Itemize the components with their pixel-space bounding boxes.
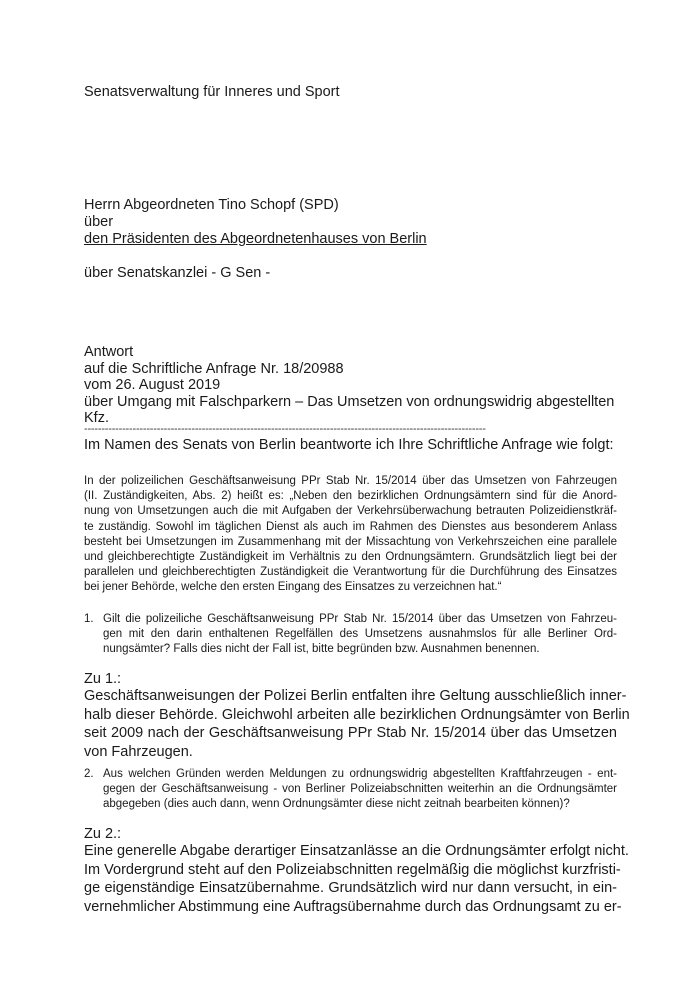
question-number: 2. xyxy=(84,768,94,780)
addressee-president: den Präsidenten des Abgeordnetenhauses von Berlin xyxy=(84,231,427,247)
question-line: abgegeben (dies auch dann, wenn Ordnungsämter diese nicht zeitnah bearbeiten können)? xyxy=(103,798,570,811)
preamble-line: te zuständig. Sowohl im täglichen Dienst als auch im Rahmen des Dienstes aus besonderem Anlass xyxy=(84,520,617,533)
subject-topic: über Umgang mit Falschparkern – Das Umsetzen von ordnungswidrig abgestellten xyxy=(84,394,615,410)
addressee-name: Herrn Abgeordneten Tino Schopf (SPD) xyxy=(84,197,339,213)
preamble-line: besteht bei Umsetzungen im Zusammenhang mit der Missachtung von Verkehrszeichen eine parallele xyxy=(84,535,617,548)
preamble-line: nung von Umsetzungen auch die mit Aufgaben der Verkehrsüberwachung betrauten Polizeidienstkräf- xyxy=(84,505,617,518)
question-line: gen mit den darin enthaltenen Regelfällen des Umsetzens ausnahmslos für alle Berliner Ord- xyxy=(103,628,617,641)
answer-2-heading: Zu 2.: xyxy=(84,826,122,842)
question-line: gegen der Geschäftsanweisung - von Berliner Polizeiabschnitten weiterhin an die Ordnungsämter xyxy=(103,783,617,796)
preamble-line: (II. Zuständigkeiten, Abs. 2) heißt es: „Neben den bezirklichen Ordnungsämtern sind für die Anord- xyxy=(84,490,617,503)
preamble-line: In der polizeilichen Geschäftsanweisung PPr Stab Nr. 15/2014 über das Umsetzen von Fahrzeugen xyxy=(84,475,617,487)
answer-line: von Fahrzeugen. xyxy=(84,743,193,760)
question-line: Aus welchen Gründen werden Meldungen zu ordnungswidrig abgestellten Kraftfahrzeugen - ent- xyxy=(103,768,617,780)
answer-line: ge eigenständige Einsatzübernahme. Grundsätzlich wird nur dann versucht, in ein- xyxy=(84,880,617,896)
preamble-line: bei jener Behörde, welche den ersten Eingang des Einsatzes zu verzeichnen hat.“ xyxy=(84,581,502,594)
subject-topic-cont: Kfz. xyxy=(84,410,109,426)
addressee-via: über xyxy=(84,214,114,230)
answer-line: Geschäftsanweisungen der Polizei Berlin entfalten ihre Geltung ausschließlich inner- xyxy=(84,688,627,704)
separator-line: -------------------------------------------------------------------------------------------------------------------- xyxy=(84,423,486,435)
preamble-line: und gleichberechtigte Zuständigkeit im Verhältnis zu den Ordnungsämtern. Grundsätzlich liegt bei der xyxy=(84,551,617,564)
question-line: Gilt die polizeiliche Geschäftsanweisung PPr Stab Nr. 15/2014 über das Umsetzen von Fahrzeu- xyxy=(103,613,617,625)
addressee-chancellery: über Senatskanzlei - G Sen - xyxy=(84,265,271,281)
ministry-header: Senatsverwaltung für Inneres und Sport xyxy=(84,84,340,100)
subject-inquiry: auf die Schriftliche Anfrage Nr. 18/20988 xyxy=(84,361,344,377)
question-line: nungsämter? Falls dies nicht der Fall ist, bitte begründen bzw. Ausnahmen benennen. xyxy=(103,643,540,656)
preamble-paragraph xyxy=(84,474,617,596)
answer-line: Im Vordergrund steht auf den Polizeiabschnitten regelmäßig die möglichst kurzfristi- xyxy=(84,861,621,878)
answer-line: Eine generelle Abgabe derartiger Einsatzanlässe an die Ordnungsämter erfolgt nicht. xyxy=(84,843,629,859)
question-number: 1. xyxy=(84,613,94,625)
answer-line: vernehmlicher Abstimmung eine Auftragsübernahme durch das Ordnungsamt zu er- xyxy=(84,898,622,915)
answer-line: seit 2009 nach der Geschäftsanweisung PPr Stab Nr. 15/2014 über das Umsetzen xyxy=(84,725,617,741)
answer-1-paragraph xyxy=(84,687,630,761)
subject-answer: Antwort xyxy=(84,344,134,360)
preamble-line: parallelen und gleichberechtigten Zuständigkeit die Verantwortung für die Durchführung des Einsatzes xyxy=(84,566,617,579)
answer-2-paragraph xyxy=(84,842,629,916)
answer-line: halb dieser Behörde. Gleichwohl arbeiten alle bezirklichen Ordnungsämter von Berlin xyxy=(84,706,630,723)
answer-1-heading: Zu 1.: xyxy=(84,671,122,687)
subject-date: vom 26. August 2019 xyxy=(84,377,221,393)
intro-statement: Im Namen des Senats von Berlin beantworte ich Ihre Schriftliche Anfrage wie folgt: xyxy=(84,437,614,453)
